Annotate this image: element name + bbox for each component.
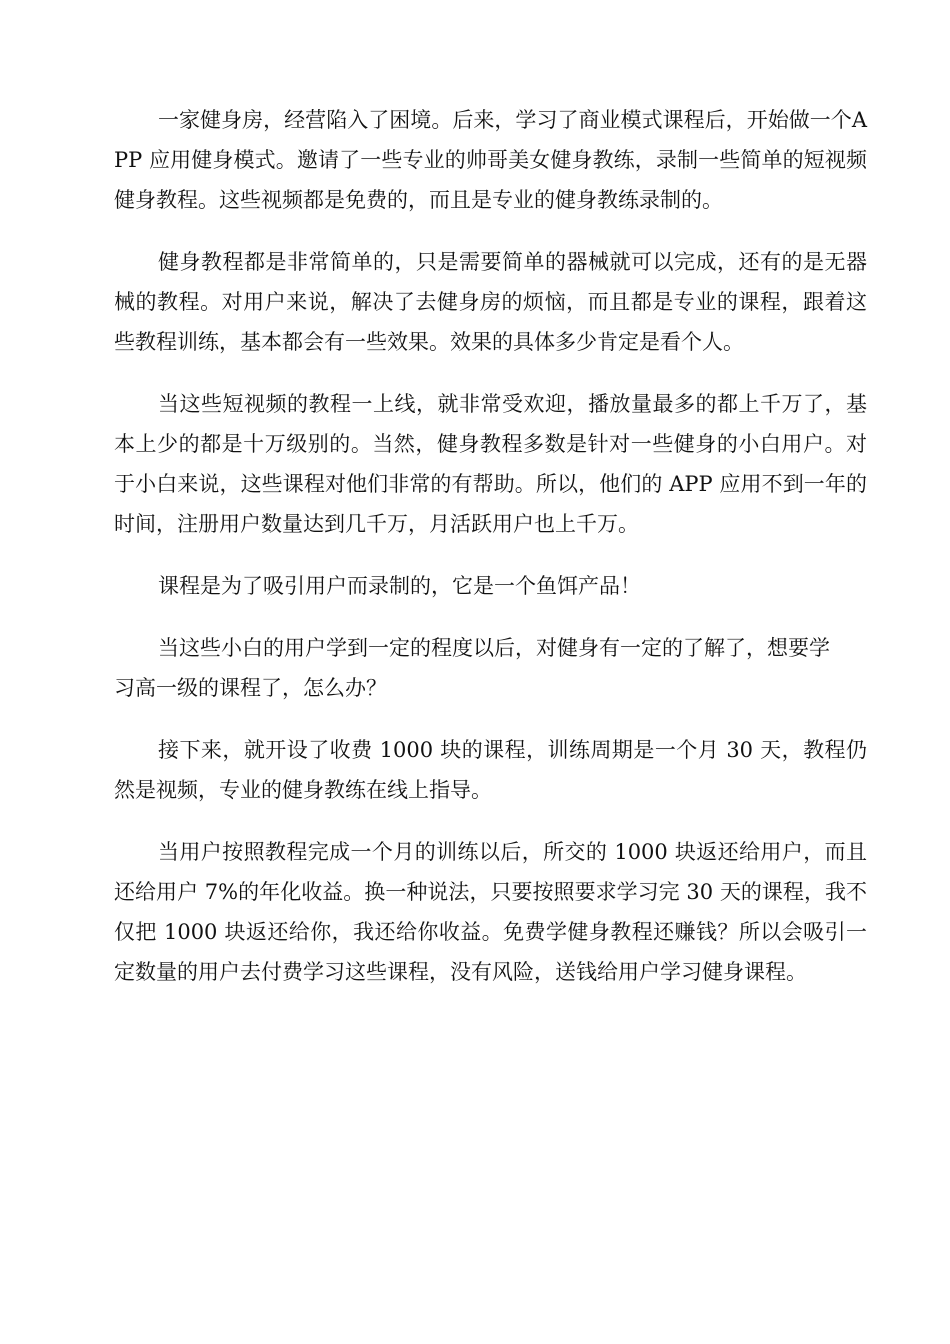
document-body bbox=[114, 100, 867, 1014]
paragraph-4: 课程是为了吸引用户而录制的，它是一个鱼饵产品！ bbox=[158, 574, 641, 598]
paragraph-2: 健身教程都是非常简单的，只是需要简单的器械就可以完成，还有的是无器械的教程。对用户来说，解决了去健身房的烦恼，而且都是专业的课程，跟着这些教程训练，基本都会有一些效果。效果的具体多少肯定是看个人。 bbox=[114, 250, 867, 354]
paragraph-7: 当用户按照教程完成一个月的训练以后，所交的 1000 块返还给用户，而且还给用户 7%的年化收益。换一种说法，只要按照要求学习完 30 天的课程，我不仅把 1000 块返还给你，我还给你收益。免费学健身教程还赚钱？所以会吸引一定数量的用户去付费学习这些课程，没有风险，送钱给用户学习健身课程。 bbox=[114, 840, 867, 984]
paragraph-5: 当这些小白的用户学到一定的程度以后，对健身有一定的了解了，想要学习高一级的课程了，怎么办？ bbox=[114, 636, 830, 700]
paragraph-1: 一家健身房，经营陷入了困境。后来，学习了商业模式课程后，开始做一个APP 应用健身模式。邀请了一些专业的帅哥美女健身教练，录制一些简单的短视频健身教程。这些视频都是免费的，而且是专业的健身教练录制的。 bbox=[114, 108, 867, 212]
paragraph-3: 当这些短视频的教程一上线，就非常受欢迎，播放量最多的都上千万了，基本上少的都是十万级别的。当然，健身教程多数是针对一些健身的小白用户。对于小白来说，这些课程对他们非常的有帮助。所以，他们的 APP 应用不到一年的时间，注册用户数量达到几千万，月活跃用户也上千万。 bbox=[114, 392, 867, 536]
paragraph-6: 接下来，就开设了收费 1000 块的课程，训练周期是一个月 30 天，教程仍然是视频，专业的健身教练在线上指导。 bbox=[114, 738, 867, 802]
